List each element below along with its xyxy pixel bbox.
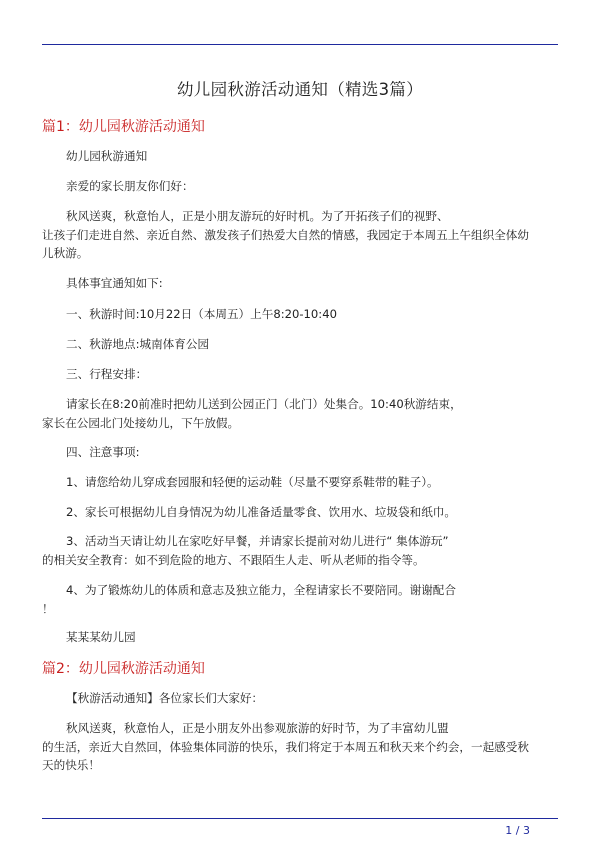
section1-schedule-header: 三、行程安排：	[66, 367, 148, 381]
section1-schedule	[42, 395, 562, 432]
section2-intro	[42, 719, 562, 775]
section2-intro-line: 天的快乐！	[42, 758, 100, 772]
section1-note-4-line: 4、为了锻炼幼儿的体质和意志及独立能力，全程请家长不要陪同。谢谢配合	[66, 583, 456, 597]
section2-heading: 篇2：幼儿园秋游活动通知	[42, 661, 205, 677]
section1-schedule-line: 家长在公园北门处接幼儿，下午放假。	[42, 415, 240, 430]
section1-time: 一、秋游时间:10月22日（本周五）上午8:20-10:40	[66, 307, 337, 321]
section1-signature: 某某某幼儿园	[66, 630, 136, 644]
section1-intro-line: 儿秋游。	[42, 246, 89, 260]
section1-note-3-line: 3、活动当天请让幼儿在家吃好早餐，并请家长提前对幼儿进行“ 集体游玩”	[66, 534, 449, 548]
section2-intro-line: 秋风送爽，秋意怡人，正是小朋友外出参观旅游的好时节，为了丰富幼儿盟	[66, 721, 449, 735]
section1-notes-header: 四、注意事项:	[66, 445, 140, 459]
section1-place: 二、秋游地点:城南体育公园	[66, 337, 210, 351]
section1-intro-line: 让孩子们走进自然、亲近自然、激发孩子们热爱大自然的情感，我园定于本周五上午组织全体幼	[42, 227, 529, 242]
section2-intro-line: 的生活，亲近大自然回，体验集体同游的快乐，我们将定于本周五和秋天来个约会，一起感受秋	[42, 739, 529, 754]
page-number: 1 / 3	[505, 824, 530, 837]
section1-note-3-line: 的相关安全教育：如不到危险的地方、不跟陌生人走、听从老师的指令等。	[42, 552, 425, 567]
header-rule	[42, 44, 558, 45]
section1-intro	[42, 207, 562, 263]
section1-schedule-line: 请家长在8:20前准时把幼儿送到公园正门（北门）处集合。10:40秋游结束，	[66, 397, 462, 411]
footer-rule	[42, 818, 558, 819]
section1-details-header: 具体事宜通知如下:	[66, 276, 163, 290]
document-title: 幼儿园秋游活动通知（精选3篇）	[177, 80, 423, 99]
section2-greeting: 【秋游活动通知】各位家长们大家好：	[66, 691, 264, 705]
section1-note-1: 1、请您给幼儿穿成套园服和轻便的运动鞋（尽量不要穿系鞋带的鞋子）。	[66, 475, 439, 489]
section1-greeting: 亲爱的家长朋友你们好：	[66, 179, 194, 193]
section1-heading: 篇1：幼儿园秋游活动通知	[42, 119, 205, 135]
section1-subtitle: 幼儿园秋游通知	[66, 149, 148, 163]
section1-note-4	[42, 581, 562, 618]
section1-intro-line: 秋风送爽，秋意怡人，正是小朋友游玩的好时机。为了开拓孩子们的视野、	[66, 209, 449, 223]
section1-note-4-line: ！	[42, 601, 54, 616]
section1-note-2: 2、家长可根据幼儿自身情况为幼儿准备适量零食、饮用水、垃圾袋和纸巾。	[66, 505, 456, 519]
section1-note-3	[42, 532, 562, 569]
